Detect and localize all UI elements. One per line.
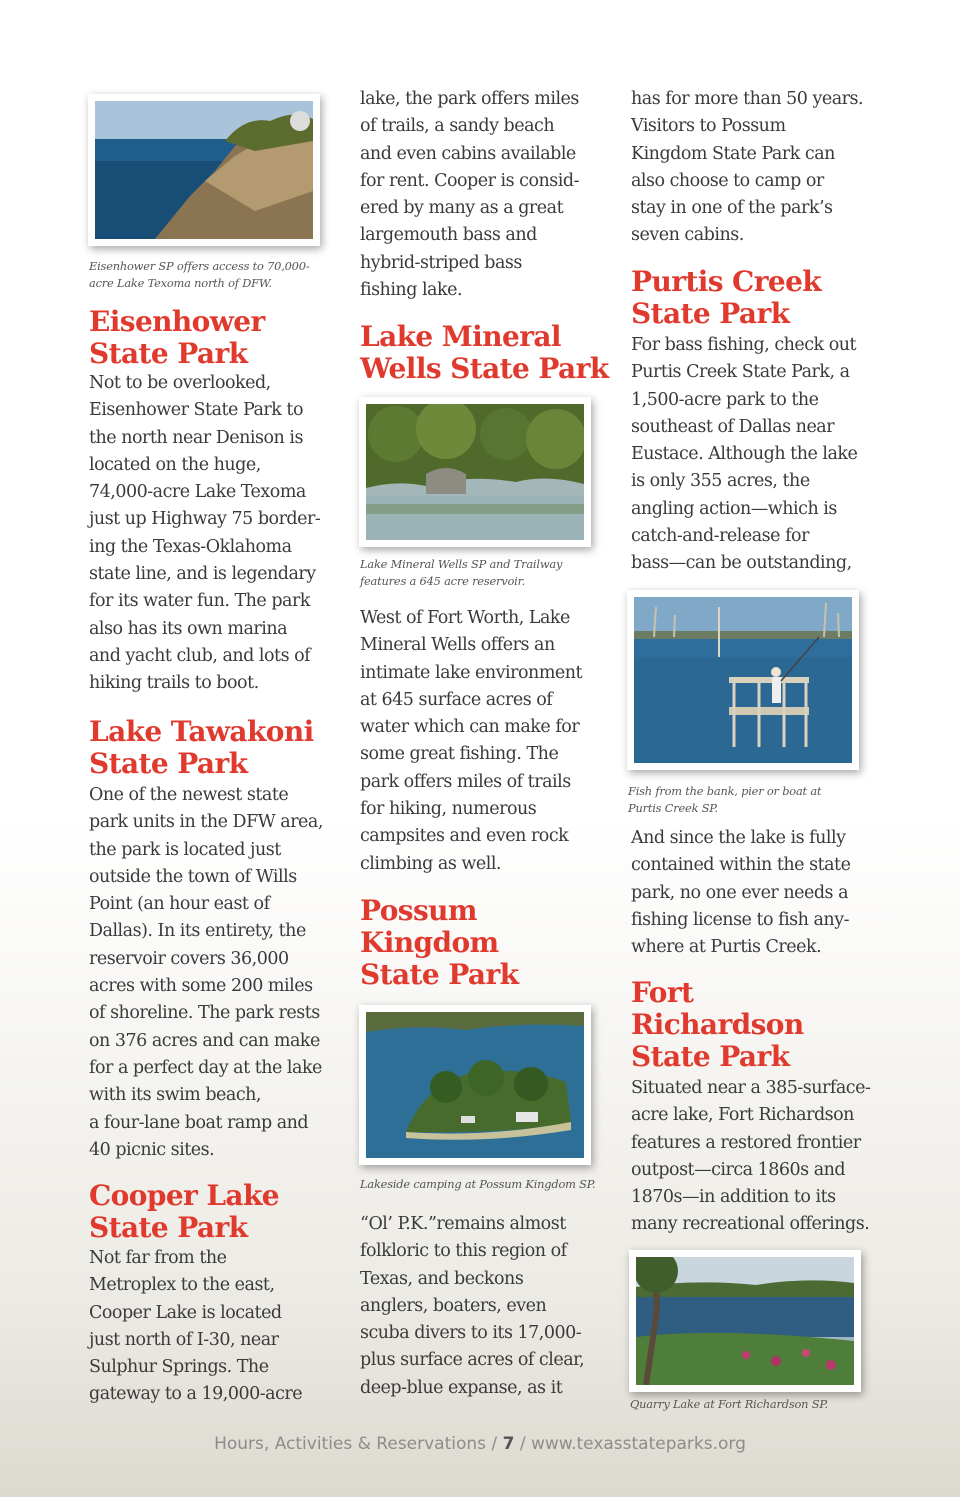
cooper-heading: Cooper Lake State Park: [89, 1179, 279, 1244]
fort-richardson-photo: [629, 1250, 861, 1392]
possum-kingdom-body-continued: has for more than 50 years. Visitors to Possum Kingdom State Park can also choose to camp or stay in one of the park’s seven cabins.: [631, 89, 864, 246]
tawakoni-heading: Lake Tawakoni State Park: [89, 715, 314, 780]
eisenhower-body: Not to be overlooked, Eisenhower State Park to the north near Denison is located on the huge, 74,000-acre Lake Texoma just up Highway 75 border- ing the Texas-Oklahoma state line, and is legendary for its water fun. The park also has its own marina and yacht club, and lots of hiking trails to boot.: [89, 373, 321, 694]
purtis-creek-heading: Purtis Creek State Park: [631, 265, 822, 330]
eisenhower-lake-image: [95, 101, 313, 239]
eisenhower-heading: Eisenhower State Park: [89, 305, 265, 370]
footer-label: Hours, Activities & Reservations /: [214, 1434, 498, 1454]
page-footer: [0, 1434, 960, 1454]
possum-kingdom-photo: [359, 1005, 591, 1165]
fort-richardson-heading: Fort Richardson State Park: [631, 976, 804, 1073]
cooper-body: Not far from the Metroplex to the east, Cooper Lake is located just north of I-30, near Sulphur Springs. The gateway to a 19,000-acre: [89, 1248, 303, 1405]
eisenhower-caption: Eisenhower SP offers access to 70,000- acre Lake Texoma north of DFW.: [89, 259, 310, 290]
footer-website: / www.texasstateparks.org: [519, 1434, 746, 1454]
cooper-body-continued: lake, the park offers miles of trails, a sandy beach and even cabins available for rent. Cooper is consid- ered by many as a great largemouth bass and hybrid-striped bass fishing lake.: [360, 89, 579, 301]
possum-kingdom-lake-image: [366, 1012, 584, 1158]
purtis-creek-caption: Fish from the bank, pier or boat at Purtis Creek SP.: [628, 784, 822, 815]
mineral-wells-photo: [359, 397, 591, 547]
mineral-wells-lake-image: [366, 404, 584, 540]
page-number: 7: [502, 1434, 515, 1454]
purtis-creek-body: For bass fishing, check out Purtis Creek State Park, a 1,500-acre park to the southeast of Dallas near Eustace. Although the lake is only 355 acres, the angling action—which is catch-and-release for bass—can be outstanding,: [631, 335, 858, 574]
fort-richardson-lake-image: [636, 1257, 854, 1385]
tawakoni-body: One of the newest state park units in the DFW area, the park is located just outside the town of Wills Point (an hour east of Dallas). In its entirety, the reservoir covers 36,000 acres with some 200 miles of shoreline. The park rests on 376 acres and can make for a perfect day at the lake with its swim beach, a four-lane boat ramp and 40 picnic sites.: [89, 785, 323, 1160]
mineral-wells-heading: Lake Mineral Wells State Park: [360, 320, 609, 385]
purtis-creek-pier-image: [634, 597, 852, 763]
mineral-wells-body: West of Fort Worth, Lake Mineral Wells offers an intimate lake environment at 645 surface acres of water which can make for some great fishing. The park offers miles of trails for hiking, numerous campsites and even rock climbing as well.: [360, 608, 583, 874]
possum-kingdom-caption: Lakeside camping at Possum Kingdom SP.: [360, 1177, 596, 1191]
possum-kingdom-body: “Ol’ P.K.”remains almost folkloric to this region of Texas, and beckons anglers, boaters, even scuba divers to its 17,000- plus surface acres of clear, deep-blue expanse, as it: [360, 1214, 585, 1398]
purtis-creek-photo: [627, 590, 859, 770]
possum-kingdom-heading: Possum Kingdom State Park: [360, 894, 519, 991]
fort-richardson-caption: Quarry Lake at Fort Richardson SP.: [630, 1397, 828, 1411]
eisenhower-photo: [88, 94, 320, 246]
fort-richardson-body: Situated near a 385-surface- acre lake, Fort Richardson features a restored frontier outpost—circa 1860s and 1870s—in addition to its many recreational offerings.: [631, 1078, 871, 1235]
mineral-wells-caption: Lake Mineral Wells SP and Trailway features a 645 acre reservoir.: [360, 557, 563, 588]
purtis-creek-body-2: And since the lake is fully contained within the state park, no one ever needs a fishing license to fish any- where at Purtis Creek.: [631, 828, 851, 958]
